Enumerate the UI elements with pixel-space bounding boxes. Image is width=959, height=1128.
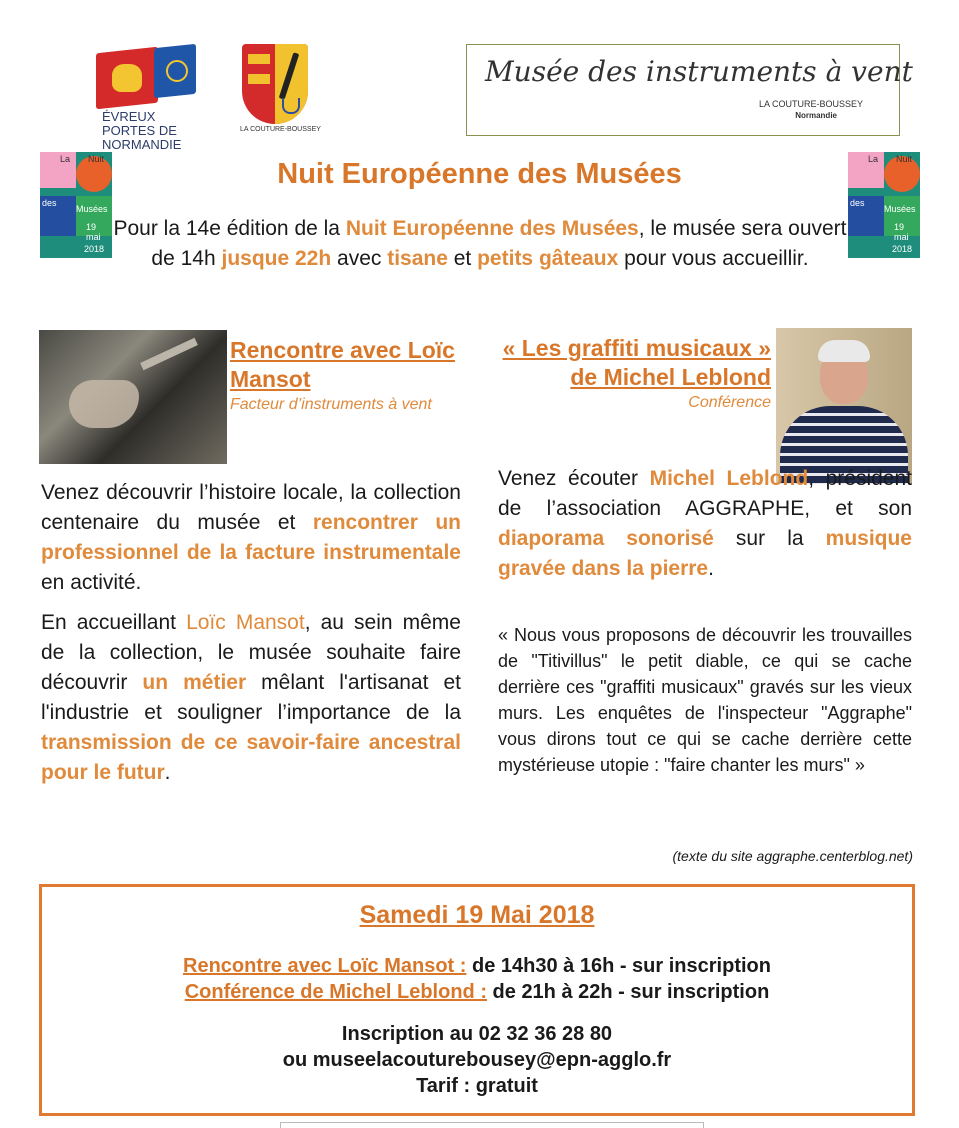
body-highlight: musique gravée dans la pierre [498,527,912,580]
body-text: , président de l’association AGGRAPHE, et son [498,467,912,520]
left-article-title: Rencontre avec Loïc Mansot [230,337,455,392]
event-info-box [39,884,915,1116]
evreux-tagline: PORTES DE NORMANDIE [102,123,182,152]
poster-label: 2018 [892,244,913,254]
museum-title: Musée des instruments à vent [485,55,913,88]
schedule-time: de 21h à 22h - sur inscription [486,981,770,1003]
contact-block [42,1021,912,1099]
intro-text: avec [331,247,388,270]
body-text: . [708,557,714,580]
intro-text: Pour la 14e édition de la [113,217,346,240]
body-highlight: Loïc Mansot [186,611,305,634]
phone-line: Inscription au 02 32 36 28 80 [341,1023,613,1045]
museum-region: Normandie [795,111,837,120]
bottom-border-strip [280,1122,704,1128]
poster-label: La [60,154,71,164]
poster-label: Nuit [896,154,913,164]
museum-town: LA COUTURE-BOUSSEY [758,99,863,109]
museum-logo-box [466,44,913,136]
left-paragraph-2 [41,608,461,788]
poster-label: Musées [76,204,108,214]
globe-icon [166,60,188,82]
hair-shape [818,340,870,362]
body-highlight: diaporama sonorisé [498,527,714,550]
intro-text: et [447,247,478,270]
shield-icon [242,44,308,124]
schedule-time: de 14h30 à 16h - sur inscription [466,955,771,977]
evreux-name: ÉVREUX [102,109,156,124]
intro-highlight: petits gâteaux [477,247,619,270]
price-line: Tarif : gratuit [416,1075,538,1097]
right-article-body [498,464,912,584]
schedule-label: Conférence de Michel Leblond : [184,981,487,1003]
tool-shape [140,338,198,371]
speaker-photo [776,328,912,484]
event-date: Samedi 19 Mai 2018 [359,901,595,929]
lyre-icon [282,98,300,114]
right-article-title: « Les graffiti musicaux » de Michel Leblond [502,335,771,390]
schedule-label: Rencontre avec Loïc Mansot : [183,955,467,977]
left-article-heading [230,336,460,415]
body-text: Venez découvrir l’histoire locale, la collection centenaire du musée et [41,481,461,534]
body-text: Venez écouter [498,467,650,490]
intro-text: , le musée sera ouvert de 14h [151,217,847,270]
couture-logo-text: LA COUTURE-BOUSSEY [240,126,321,133]
poster-label: des [42,198,57,208]
evreux-logo-text [102,110,246,152]
poster-label: Nuit [88,154,105,164]
body-text: en activité. [41,571,142,594]
quote-source: (texte du site aggraphe.centerblog.net) [672,848,913,864]
body-text: En accueillant [41,611,187,634]
schedule-line-1 [42,953,912,979]
right-article-heading [500,334,771,413]
body-text: . [164,761,171,784]
poster-label: des [850,198,865,208]
body-highlight: rencontrer un professionnel de la facture instrumentale [41,511,461,564]
body-text: sur la [713,527,826,550]
hands-shape [69,380,139,428]
body-highlight: un métier [142,671,247,694]
intro-highlight: Nuit Européenne des Musées [345,217,639,240]
intro-highlight: tisane [387,247,448,270]
poster-label: La [868,154,879,164]
intro-text: pour vous accueillir. [618,247,809,270]
lions-icon [248,54,270,94]
intro-highlight: jusque 22h [221,247,332,270]
left-paragraph-1 [41,478,461,598]
body-text: mêlant l'artisanat et l'industrie et souligner l’importance de la [41,671,461,724]
poster-label: 2018 [84,244,105,254]
schedule-line-2 [42,979,912,1005]
left-article-subtitle: Facteur d’instruments à vent [230,396,432,413]
conference-quote: « Nous vous proposons de découvrir les trouvailles de "Titivillus" le petit diable, ce qui se cache derrière ces "graffiti musicaux" gravés sur les vieux murs. Les enquêtes de l'inspecteur "Aggraphe" vous dirons tout ce qui se cache derrière cette mystérieuse utopie : "faire chanter les murs" » [498,625,912,775]
intro-paragraph [108,214,852,274]
body-highlight: Michel Leblond [649,467,809,490]
email-line: ou museelacouturebousey@epn-agglo.fr [282,1049,672,1071]
poster-label: 19 mai [86,222,101,242]
lion-icon [112,64,142,92]
page-title: Nuit Européenne des Musées [277,158,682,190]
body-text: , au sein même de la collection, le musée souhaite faire découvrir [41,611,461,694]
left-article-body [41,478,461,798]
right-article-subtitle: Conférence [688,394,771,411]
evreux-logo [96,46,246,152]
craftsman-photo [39,330,227,464]
couture-boussey-coat-of-arms [240,44,330,136]
body-highlight: transmission de ce savoir-faire ancestral pour le futur [41,731,461,784]
poster-label: Musées [884,204,916,214]
poster-label: 19 mai [894,222,909,242]
